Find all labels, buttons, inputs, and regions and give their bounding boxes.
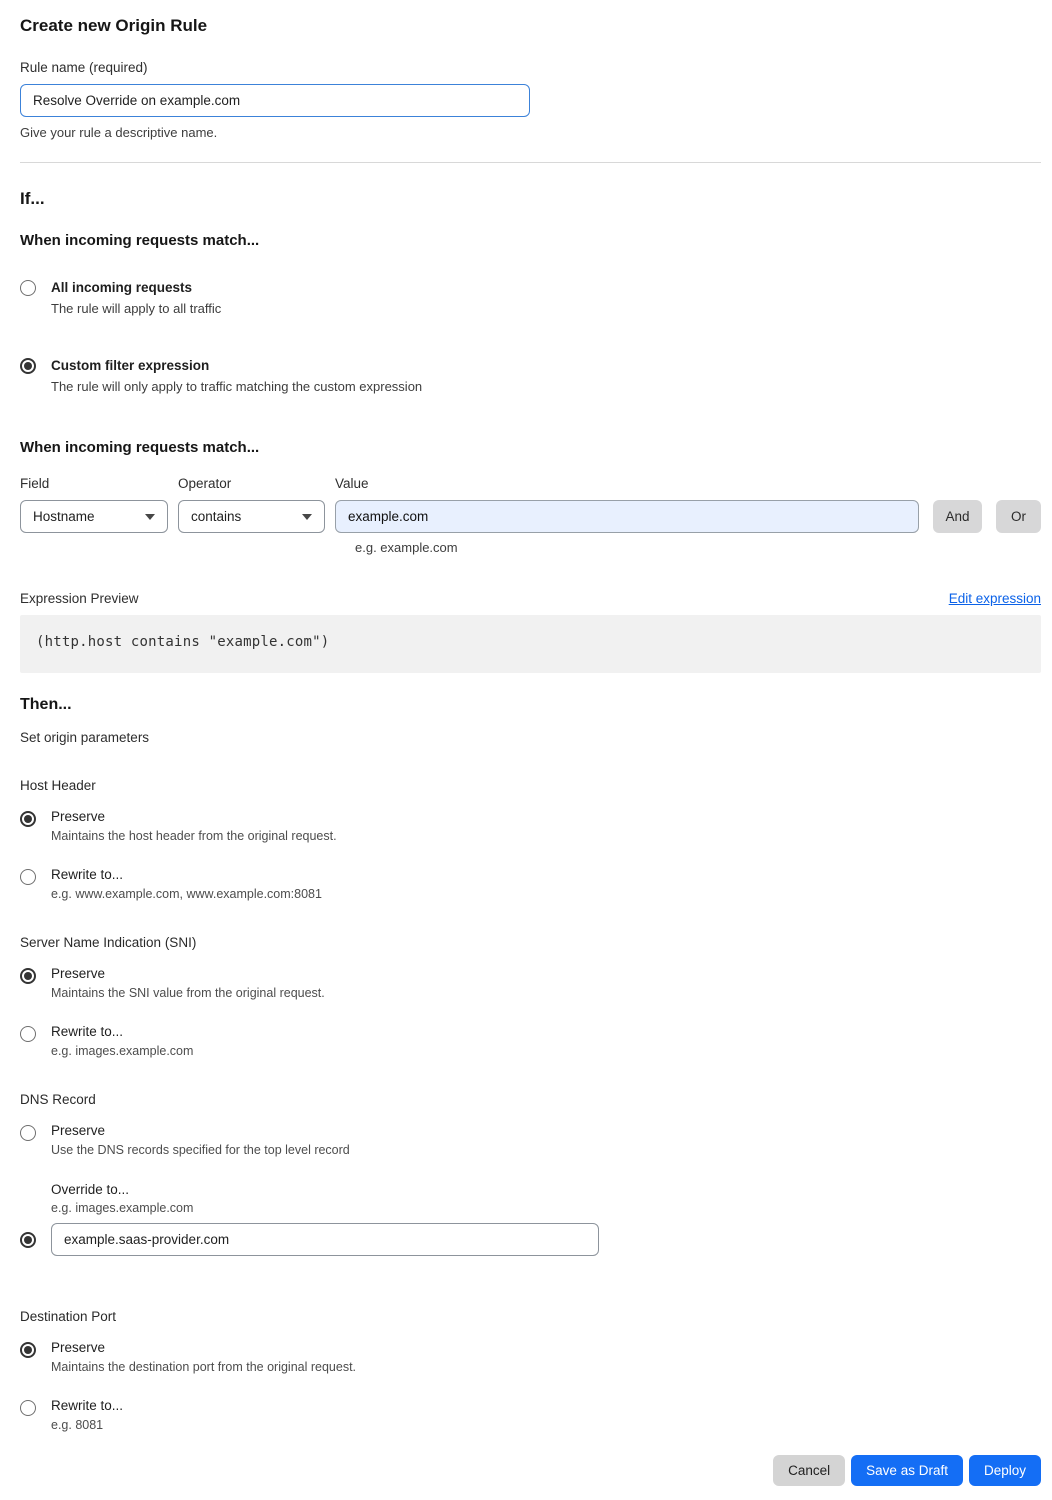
then-heading: Then... <box>20 696 72 713</box>
sni-rewrite-radio[interactable] <box>20 1026 36 1042</box>
and-button[interactable]: And <box>933 500 982 533</box>
port-preserve-option[interactable] <box>20 1340 1041 1375</box>
host-header-preserve-option[interactable] <box>20 809 1041 844</box>
sni-rewrite-desc: e.g. images.example.com <box>51 1044 194 1058</box>
dns-override-option[interactable] <box>20 1223 1041 1256</box>
builder-heading: When incoming requests match... <box>20 439 260 456</box>
port-preserve-radio[interactable] <box>20 1342 36 1358</box>
field-select-value: Hostname <box>33 509 95 524</box>
chevron-down-icon <box>302 514 312 520</box>
set-origin-parameters-label: Set origin parameters <box>20 730 150 745</box>
rule-name-label: Rule name (required) <box>20 60 148 75</box>
rule-name-help: Give your rule a descriptive name. <box>20 125 218 140</box>
section-divider <box>20 162 1041 163</box>
all-incoming-desc: The rule will apply to all traffic <box>51 301 222 316</box>
port-rewrite-desc: e.g. 8081 <box>51 1418 104 1432</box>
dns-preserve-radio[interactable] <box>20 1125 36 1141</box>
sni-preserve-radio[interactable] <box>20 968 36 984</box>
dns-preserve-desc: Use the DNS records specified for the top level record <box>51 1143 350 1157</box>
operator-select-value: contains <box>191 509 242 524</box>
if-match-heading: When incoming requests match... <box>20 232 260 249</box>
port-rewrite-radio[interactable] <box>20 1400 36 1416</box>
operator-label: Operator <box>178 476 232 491</box>
sni-preserve-label: Preserve <box>51 966 106 981</box>
page-title: Create new Origin Rule <box>20 16 208 35</box>
host-header-rewrite-option[interactable] <box>20 867 1041 902</box>
sni-rewrite-label: Rewrite to... <box>51 1024 124 1039</box>
cancel-button[interactable]: Cancel <box>773 1455 845 1486</box>
operator-select[interactable] <box>178 500 325 533</box>
dns-override-radio[interactable] <box>20 1232 36 1248</box>
custom-filter-radio[interactable] <box>20 358 36 374</box>
dns-override-eg: e.g. images.example.com <box>51 1201 194 1215</box>
dns-override-label: Override to... <box>51 1182 130 1197</box>
host-header-rewrite-label: Rewrite to... <box>51 867 124 882</box>
custom-filter-label: Custom filter expression <box>51 358 210 373</box>
dns-preserve-label: Preserve <box>51 1123 106 1138</box>
dns-override-input[interactable] <box>51 1223 599 1256</box>
all-incoming-label: All incoming requests <box>51 280 193 295</box>
sni-rewrite-option[interactable] <box>20 1024 1041 1059</box>
rule-name-input[interactable] <box>20 84 530 117</box>
chevron-down-icon <box>145 514 155 520</box>
host-header-preserve-desc: Maintains the host header from the original request. <box>51 829 337 843</box>
value-label: Value <box>335 476 369 491</box>
all-incoming-radio[interactable] <box>20 280 36 296</box>
host-header-rewrite-radio[interactable] <box>20 869 36 885</box>
value-input[interactable] <box>335 500 919 533</box>
port-preserve-desc: Maintains the destination port from the original request. <box>51 1360 357 1374</box>
field-select[interactable] <box>20 500 168 533</box>
if-heading: If... <box>20 189 45 208</box>
host-header-preserve-radio[interactable] <box>20 811 36 827</box>
save-as-draft-button[interactable]: Save as Draft <box>851 1455 963 1486</box>
expression-preview-code: (http.host contains "example.com") <box>20 615 1041 673</box>
field-label: Field <box>20 476 50 491</box>
expression-preview-label: Expression Preview <box>20 591 139 606</box>
destination-port-title: Destination Port <box>20 1309 117 1324</box>
sni-preserve-option[interactable] <box>20 966 1041 1001</box>
option-all-incoming-requests[interactable] <box>20 279 1041 317</box>
port-rewrite-label: Rewrite to... <box>51 1398 124 1413</box>
option-custom-filter-expression[interactable] <box>20 357 1041 395</box>
dns-record-title: DNS Record <box>20 1092 96 1107</box>
host-header-title: Host Header <box>20 778 96 793</box>
edit-expression-link[interactable]: Edit expression <box>948 591 1041 606</box>
sni-title: Server Name Indication (SNI) <box>20 935 197 950</box>
host-header-preserve-label: Preserve <box>51 809 106 824</box>
deploy-button[interactable]: Deploy <box>969 1455 1041 1486</box>
value-help: e.g. example.com <box>355 540 458 555</box>
dns-preserve-option[interactable] <box>20 1123 1041 1158</box>
port-preserve-label: Preserve <box>51 1340 106 1355</box>
port-rewrite-option[interactable] <box>20 1398 1041 1433</box>
or-button[interactable]: Or <box>996 500 1041 533</box>
custom-filter-desc: The rule will only apply to traffic matching the custom expression <box>51 379 423 394</box>
host-header-rewrite-desc: e.g. www.example.com, www.example.com:8081 <box>51 887 322 901</box>
sni-preserve-desc: Maintains the SNI value from the original request. <box>51 986 325 1000</box>
